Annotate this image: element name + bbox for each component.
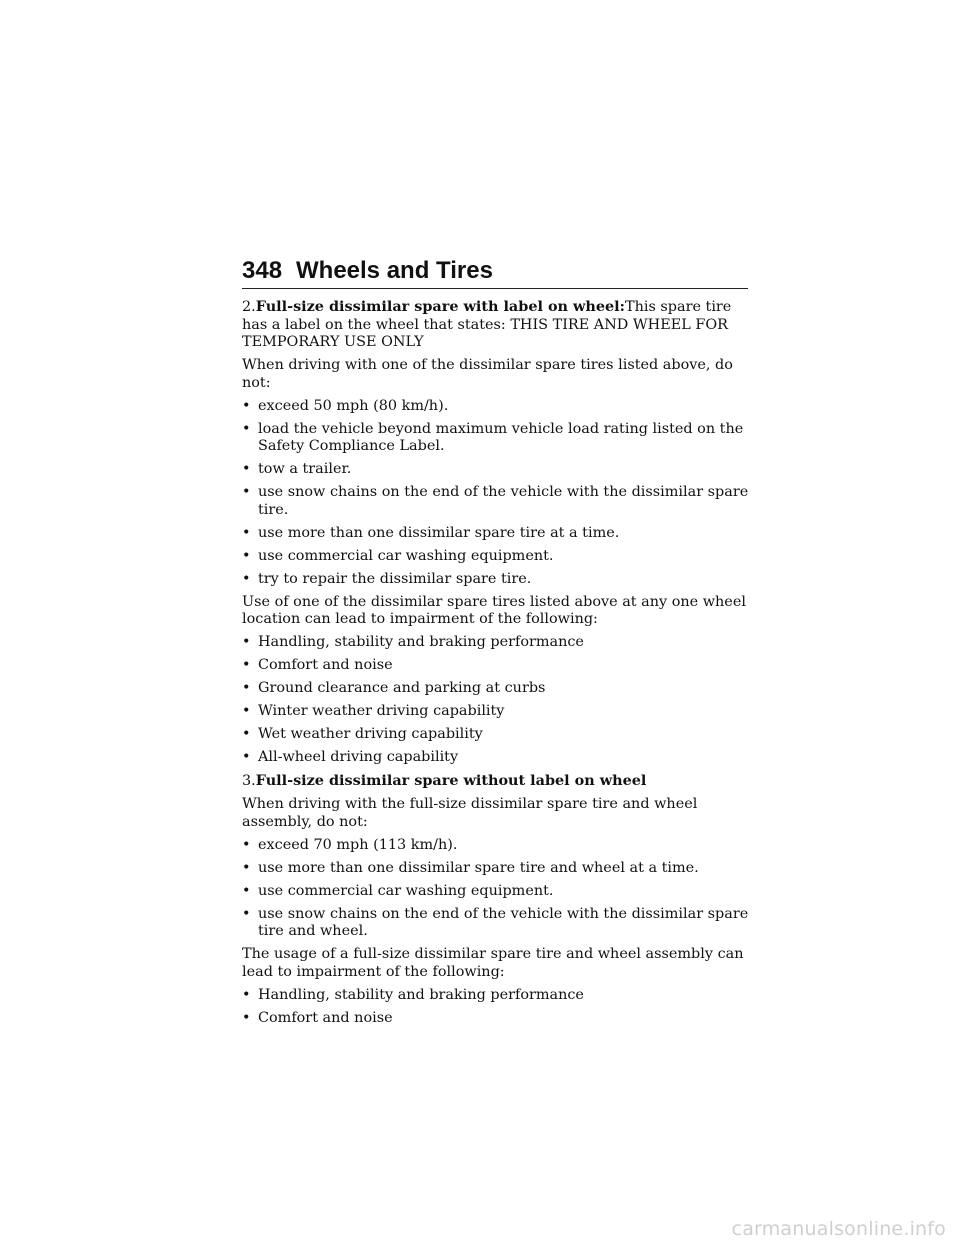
list-item: • All-wheel driving capability — [242, 749, 459, 765]
bullet-icon: • — [242, 484, 251, 500]
bullet-icon: • — [242, 524, 251, 541]
bullet-icon: • — [242, 680, 251, 696]
bullet-icon: • — [242, 461, 251, 477]
list-item: • Winter weather driving capability — [242, 703, 505, 719]
item-2-label: Full-size dissimilar spare with label on wheel: — [255, 298, 625, 315]
list-item: • Comfort and noise — [242, 657, 393, 673]
do-not-list-1 — [242, 398, 752, 589]
list-item: • use snow chains on the end of the vehicle with the dissimilar spare tire and wheel. — [242, 905, 749, 939]
watermark-text: carmanualsonline.info — [731, 1218, 946, 1240]
bullet-icon: • — [242, 547, 251, 564]
bullet-icon: • — [242, 726, 251, 742]
list-item: • use more than one dissimilar spare tire and wheel at a time. — [242, 859, 699, 876]
impairment-paragraph-1: Use of one of the dissimilar spare tires listed above at any one wheel location can lead to impairment of the following: — [242, 593, 746, 627]
page-content — [242, 298, 752, 1033]
list-item: • Comfort and noise — [242, 1009, 393, 1026]
bullet-icon: • — [242, 634, 251, 650]
list-item: • tow a trailer. — [242, 461, 352, 477]
item-3-number: 3. — [242, 773, 256, 789]
item-3-paragraph — [242, 772, 752, 791]
bullet-icon: • — [242, 1009, 251, 1026]
driving-fullsize-paragraph: When driving with the full-size dissimilar spare tire and wheel assembly, do not: — [242, 796, 698, 830]
list-item: • exceed 70 mph (113 km/h). — [242, 836, 458, 853]
list-item: • exceed 50 mph (80 km/h). — [242, 397, 449, 414]
bullet-icon: • — [242, 657, 251, 673]
page-number: 348 — [242, 257, 283, 284]
impairment-paragraph-2: The usage of a full-size dissimilar spare tire and wheel assembly can lead to impairment of the following: — [242, 946, 744, 980]
list-item: • Ground clearance and parking at curbs — [242, 680, 546, 696]
bullet-icon: • — [242, 397, 251, 414]
driving-intro-paragraph: When driving with one of the dissimilar spare tires listed above, do not: — [242, 357, 733, 391]
impairment-list-2 — [242, 987, 752, 1028]
item-2-number: 2. — [242, 299, 256, 315]
item-2-paragraph — [242, 298, 752, 352]
list-item: • Wet weather driving capability — [242, 726, 483, 742]
list-item: • Handling, stability and braking performance — [242, 634, 584, 650]
bullet-icon: • — [242, 836, 251, 853]
bullet-icon: • — [242, 420, 251, 437]
bullet-icon: • — [242, 703, 251, 719]
list-item: • use commercial car washing equipment. — [242, 547, 554, 564]
list-item: • load the vehicle beyond maximum vehicle load rating listed on the Safety Compliance Label. — [242, 420, 744, 454]
bullet-icon: • — [242, 882, 251, 899]
list-item: • try to repair the dissimilar spare tire. — [242, 570, 532, 587]
bullet-icon: • — [242, 749, 251, 765]
list-item: • use more than one dissimilar spare tire at a time. — [242, 524, 620, 541]
section-title: Wheels and Tires — [296, 257, 493, 284]
item-3-label: Full-size dissimilar spare without label on wheel — [255, 772, 647, 789]
bullet-icon: • — [242, 986, 251, 1003]
bullet-icon: • — [242, 905, 251, 922]
list-item: • use commercial car washing equipment. — [242, 882, 554, 899]
do-not-list-2 — [242, 837, 752, 941]
bullet-icon: • — [242, 570, 251, 587]
list-item: • Handling, stability and braking performance — [242, 986, 584, 1003]
page-header — [242, 256, 748, 289]
impairment-list-1 — [242, 634, 752, 767]
list-item: • use snow chains on the end of the vehicle with the dissimilar spare tire. — [242, 484, 749, 518]
bullet-icon: • — [242, 859, 251, 876]
item-2-text: This spare tire has a label on the wheel that states: THIS TIRE AND WHEEL FOR TEMPORARY USE ONLY — [242, 299, 732, 350]
